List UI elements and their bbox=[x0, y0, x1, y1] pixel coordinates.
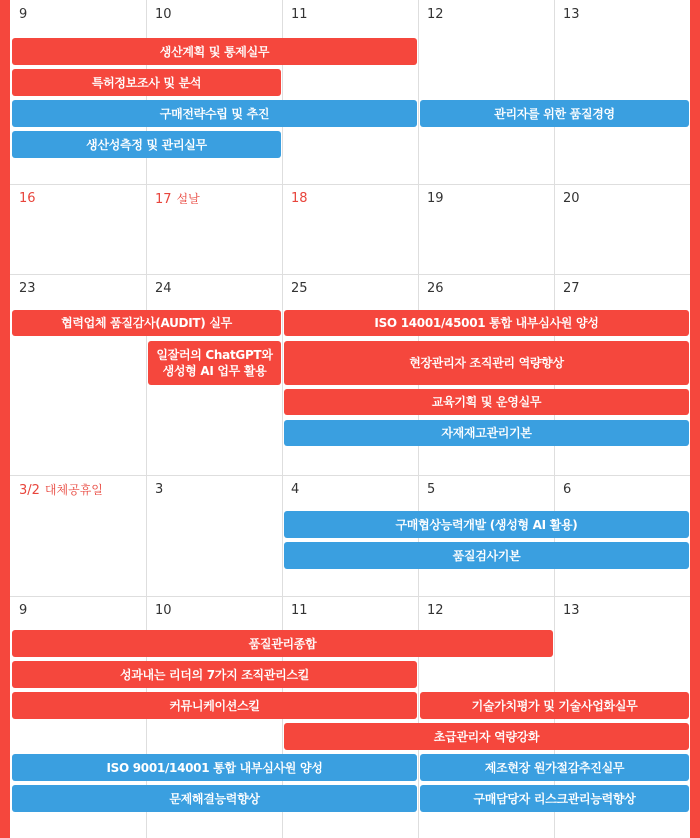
day-number-text: 12 bbox=[427, 7, 444, 22]
day-number-text: 25 bbox=[291, 281, 308, 296]
week-divider bbox=[10, 475, 690, 476]
day-number-text: 3/2 bbox=[19, 483, 40, 498]
course-event[interactable]: 생산성측정 및 관리실무 bbox=[12, 131, 281, 158]
day-number-text: 9 bbox=[19, 7, 28, 22]
course-event[interactable]: 협력업체 품질감사(AUDIT) 실무 bbox=[12, 310, 281, 336]
day-number-text: 10 bbox=[155, 603, 172, 618]
course-event[interactable]: ISO 9001/14001 통합 내부심사원 양성 bbox=[12, 754, 417, 781]
day-number bbox=[427, 281, 444, 297]
day-number bbox=[155, 603, 172, 619]
course-event[interactable]: ISO 14001/45001 통합 내부심사원 양성 bbox=[284, 310, 689, 336]
calendar-left-border bbox=[0, 0, 10, 838]
week-divider bbox=[10, 274, 690, 275]
day-number-text: 16 bbox=[19, 191, 36, 206]
day-number bbox=[427, 7, 444, 23]
course-event[interactable]: 초급관리자 역량강화 bbox=[284, 723, 689, 750]
week-divider bbox=[10, 596, 690, 597]
course-event[interactable]: 교육기획 및 운영실무 bbox=[284, 389, 689, 415]
day-number-text: 5 bbox=[427, 482, 436, 497]
day-number-text: 11 bbox=[291, 603, 308, 618]
day-number-text: 24 bbox=[155, 281, 172, 296]
day-number bbox=[291, 191, 308, 207]
course-event[interactable]: 품질관리종합 bbox=[12, 630, 553, 657]
day-number bbox=[427, 603, 444, 619]
day-number-text: 23 bbox=[19, 281, 36, 296]
day-number bbox=[19, 482, 103, 499]
holiday-note: 대체공휴일 bbox=[44, 483, 103, 497]
day-number-text: 13 bbox=[563, 603, 580, 618]
day-number bbox=[155, 7, 172, 23]
course-event[interactable]: 성과내는 리더의 7가지 조직관리스킬 bbox=[12, 661, 417, 688]
day-number-text: 13 bbox=[563, 7, 580, 22]
day-number-text: 20 bbox=[563, 191, 580, 206]
day-number bbox=[19, 603, 27, 619]
day-number-text: 10 bbox=[155, 7, 172, 22]
course-event[interactable]: 문제해결능력향상 bbox=[12, 785, 417, 812]
day-number-text: 27 bbox=[563, 281, 580, 296]
day-number bbox=[291, 603, 308, 619]
course-event[interactable]: 일잘러의 ChatGPT와 생성형 AI 업무 활용 bbox=[148, 341, 281, 385]
column-divider bbox=[418, 0, 419, 838]
course-event[interactable]: 구매협상능력개발 (생성형 AI 활용) bbox=[284, 511, 689, 538]
day-number bbox=[563, 482, 571, 498]
day-number-text: 3 bbox=[155, 482, 164, 497]
course-event[interactable]: 품질검사기본 bbox=[284, 542, 689, 569]
day-number bbox=[427, 482, 435, 498]
day-number-text: 4 bbox=[291, 482, 300, 497]
day-number-text: 6 bbox=[563, 482, 572, 497]
day-number bbox=[19, 191, 36, 207]
day-number bbox=[291, 482, 299, 498]
day-number bbox=[563, 7, 580, 23]
day-number bbox=[155, 482, 163, 498]
course-event[interactable]: 관리자를 위한 품질경영 bbox=[420, 100, 689, 127]
course-event[interactable]: 특허정보조사 및 분석 bbox=[12, 69, 281, 96]
course-event[interactable]: 구매전략수립 및 추진 bbox=[12, 100, 417, 127]
day-number-text: 9 bbox=[19, 603, 28, 618]
day-number-text: 11 bbox=[291, 7, 308, 22]
holiday-note: 설날 bbox=[176, 192, 200, 206]
course-event[interactable]: 기술가치평가 및 기술사업화실무 bbox=[420, 692, 689, 719]
day-number-text: 18 bbox=[291, 191, 308, 206]
day-number bbox=[563, 281, 580, 297]
day-number bbox=[427, 191, 444, 207]
day-number-text: 17 bbox=[155, 192, 172, 207]
course-event[interactable]: 구매담당자 리스크관리능력향상 bbox=[420, 785, 689, 812]
course-event[interactable]: 제조현장 원가절감추진실무 bbox=[420, 754, 689, 781]
day-number-text: 12 bbox=[427, 603, 444, 618]
course-event[interactable]: 자재재고관리기본 bbox=[284, 420, 689, 446]
day-number bbox=[19, 7, 27, 23]
day-number-text: 19 bbox=[427, 191, 444, 206]
course-event[interactable]: 현장관리자 조직관리 역량향상 bbox=[284, 341, 689, 385]
day-number bbox=[563, 191, 580, 207]
day-number bbox=[291, 281, 308, 297]
day-number bbox=[563, 603, 580, 619]
day-number bbox=[19, 281, 36, 297]
course-event[interactable]: 커뮤니케이션스킬 bbox=[12, 692, 417, 719]
day-number-text: 26 bbox=[427, 281, 444, 296]
day-number bbox=[155, 191, 200, 208]
day-number bbox=[155, 281, 172, 297]
course-event[interactable]: 생산계획 및 통제실무 bbox=[12, 38, 417, 65]
calendar-right-border bbox=[690, 0, 700, 838]
day-number bbox=[291, 7, 308, 23]
week-divider bbox=[10, 184, 690, 185]
